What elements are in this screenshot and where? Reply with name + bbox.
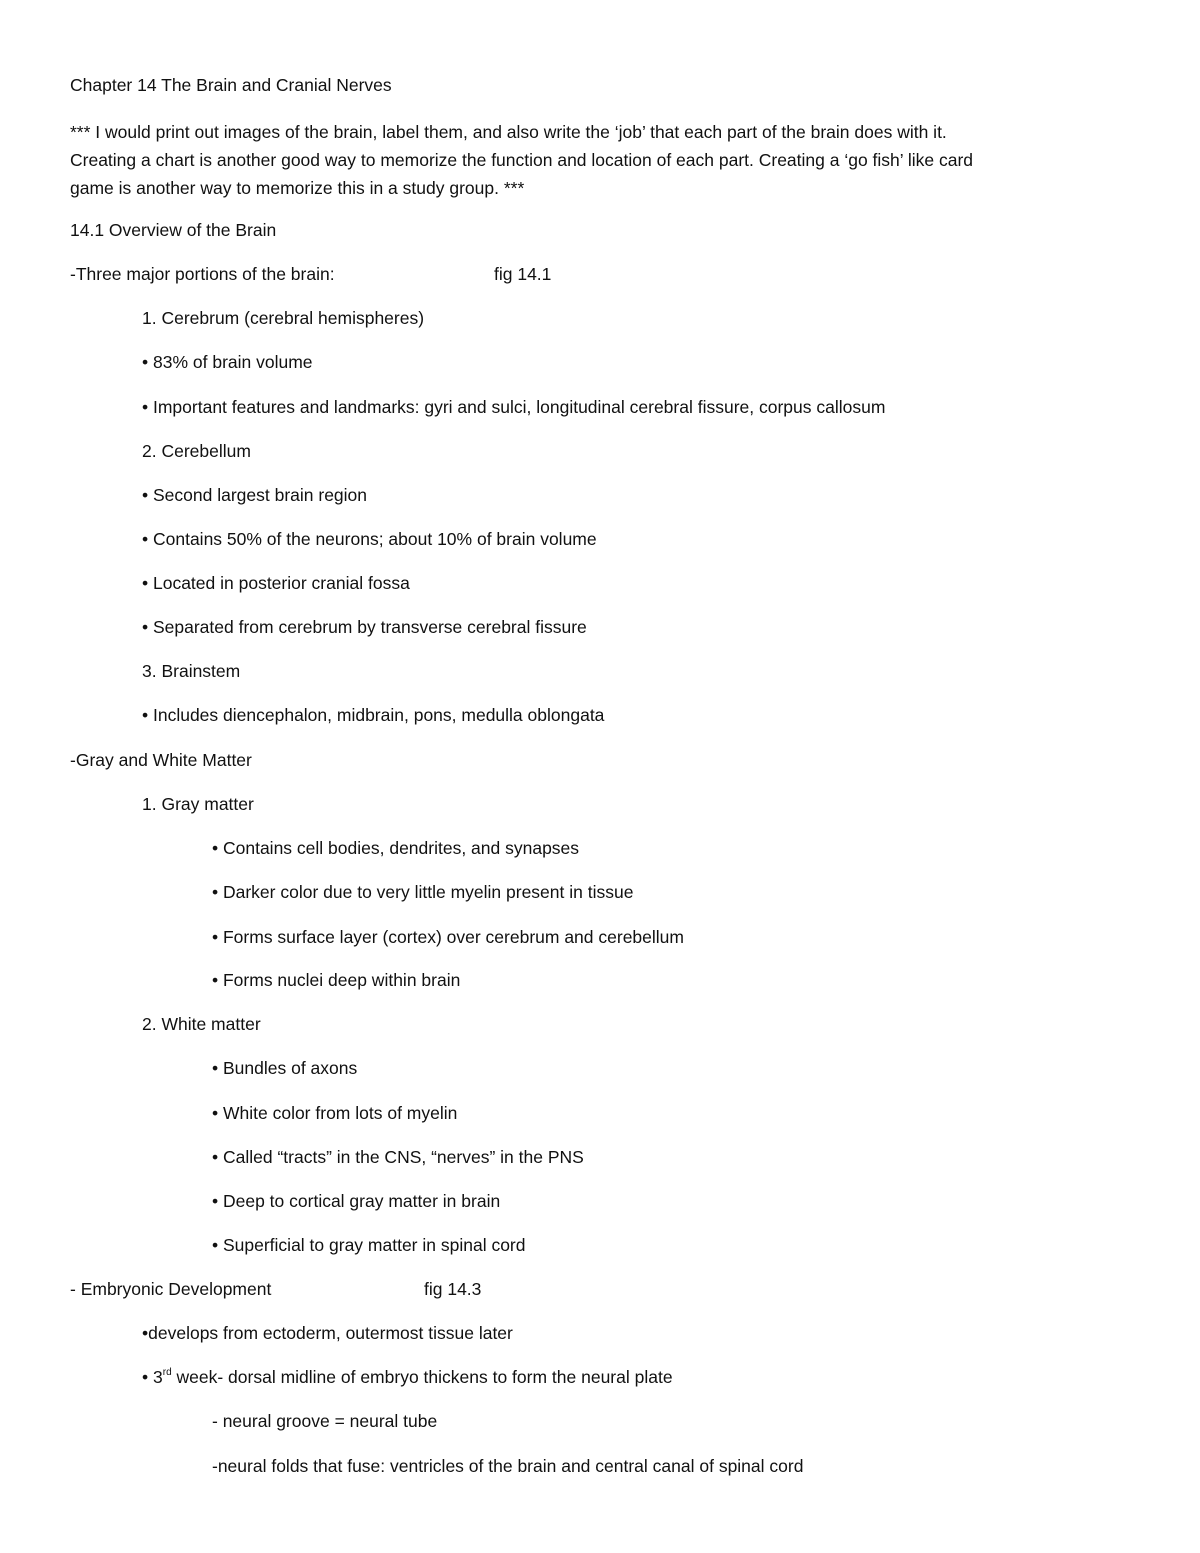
bullet-item: • 83% of brain volume <box>142 352 313 372</box>
bullet-item: • Forms surface layer (cortex) over cerebrum and cerebellum <box>212 927 684 947</box>
sub-item: -neural folds that fuse: ventricles of the brain and central canal of spinal cord <box>212 1456 804 1476</box>
bullet-item: • White color from lots of myelin <box>212 1103 458 1123</box>
section-heading: 14.1 Overview of the Brain <box>70 220 277 240</box>
cerebellum-item: 2. Cerebellum <box>142 441 251 461</box>
bullet-item: • Superficial to gray matter in spinal cord <box>212 1235 526 1255</box>
bullet-item: • Darker color due to very little myelin present in tissue <box>212 882 634 902</box>
bullet-text: week- dorsal midline of embryo thickens to form the neural plate <box>171 1367 673 1387</box>
bullet-item: • Located in posterior cranial fossa <box>142 573 410 593</box>
figure-reference: fig 14.3 <box>424 1279 482 1299</box>
brainstem-item: 3. Brainstem <box>142 661 241 681</box>
bullet-item: • Second largest brain region <box>142 485 368 505</box>
bullet-item: • Important features and landmarks: gyri and sulci, longitudinal cerebral fissure, corpus callosum <box>142 397 886 417</box>
sub-item: - neural groove = neural tube <box>212 1411 438 1431</box>
bullet-item: • Called “tracts” in the CNS, “nerves” in the PNS <box>212 1147 584 1167</box>
figure-reference: fig 14.1 <box>494 264 552 284</box>
white-matter-item: 2. White matter <box>142 1014 261 1034</box>
document-title: Chapter 14 The Brain and Cranial Nerves <box>70 75 392 95</box>
ordinal-suffix: rd <box>162 1367 172 1379</box>
bullet-item: • Separated from cerebrum by transverse cerebral fissure <box>142 617 587 637</box>
study-tip-line: *** I would print out images of the brain, label them, and also write the ‘job’ that each part of the brain does with it. <box>70 122 947 142</box>
bullet-item: • Bundles of axons <box>212 1058 358 1078</box>
bullet-item: • Forms nuclei deep within brain <box>212 970 461 990</box>
gray-white-heading: -Gray and White Matter <box>70 750 252 770</box>
bullet-text: • 3 <box>142 1367 163 1387</box>
bullet-item: • Deep to cortical gray matter in brain <box>212 1191 501 1211</box>
study-tip-paragraph <box>70 118 1130 202</box>
bullet-item: • Contains cell bodies, dendrites, and synapses <box>212 838 580 858</box>
bullet-item <box>142 1366 673 1388</box>
embryonic-heading: - Embryonic Development <box>70 1279 272 1299</box>
major-portions-heading: -Three major portions of the brain: <box>70 264 335 284</box>
bullet-item: •develops from ectoderm, outermost tissue later <box>142 1323 513 1343</box>
study-tip-line: Creating a chart is another good way to memorize the function and location of each part. Creating a ‘go fish’ like card <box>70 150 974 170</box>
study-tip-line: game is another way to memorize this in a study group. *** <box>70 178 525 198</box>
gray-matter-item: 1. Gray matter <box>142 794 254 814</box>
bullet-item: • Contains 50% of the neurons; about 10% of brain volume <box>142 529 597 549</box>
cerebrum-item: 1. Cerebrum (cerebral hemispheres) <box>142 308 425 328</box>
bullet-item: • Includes diencephalon, midbrain, pons, medulla oblongata <box>142 705 605 725</box>
